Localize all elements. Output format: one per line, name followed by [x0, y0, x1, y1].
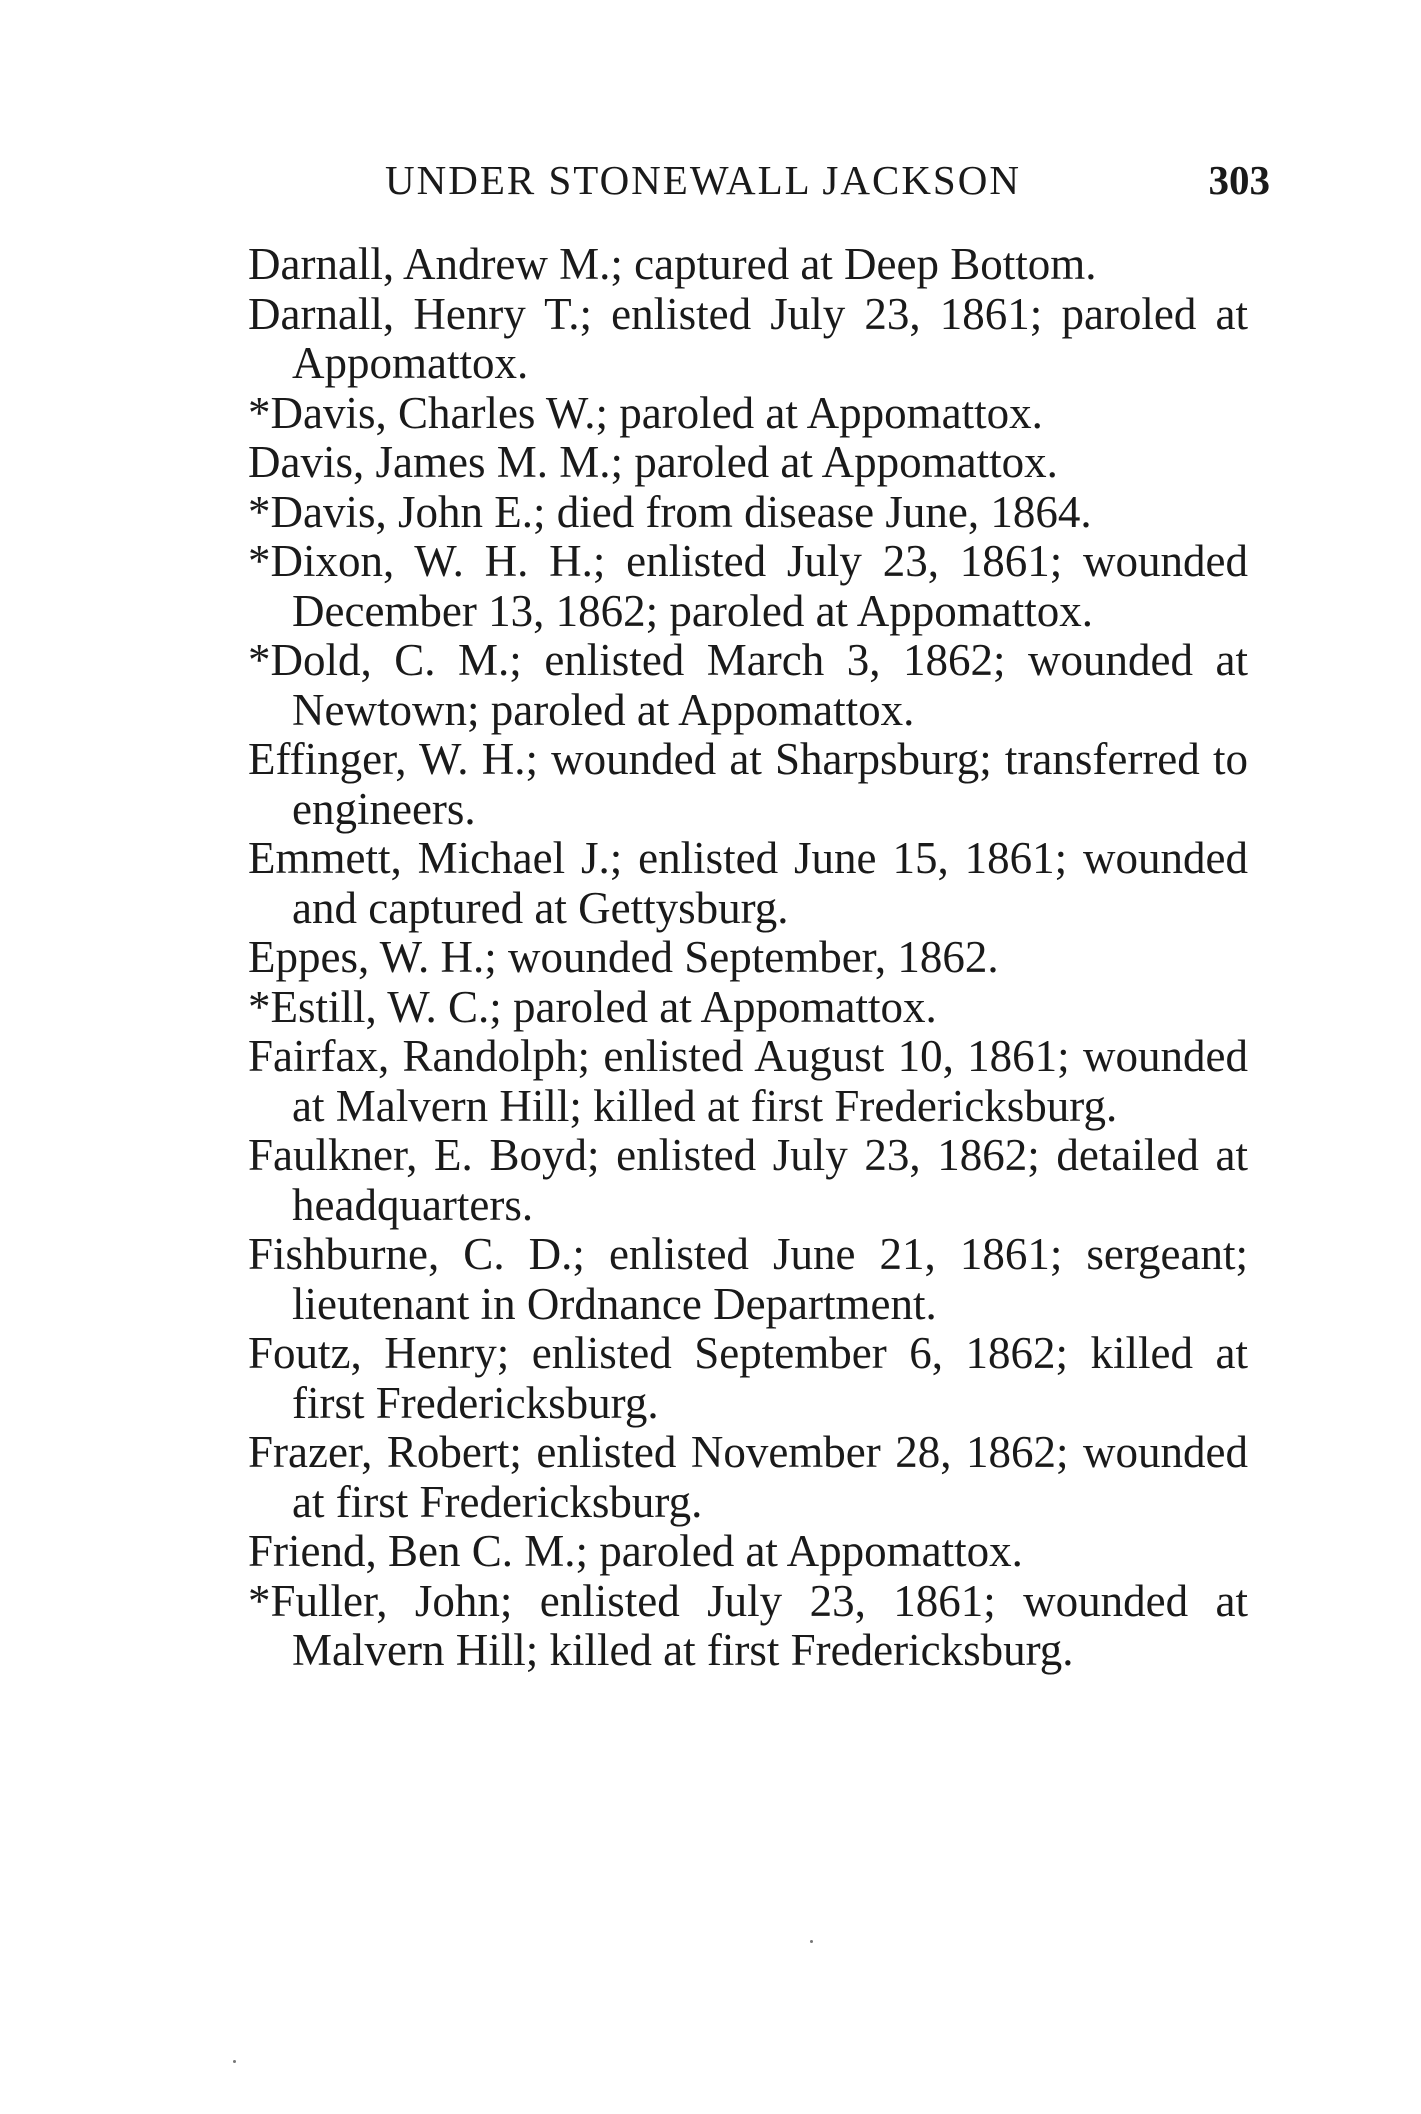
- running-head: [385, 150, 1270, 210]
- running-title: UNDER STONEWALL JACKSON: [385, 157, 1021, 203]
- roster-entry: Effinger, W. H.; wounded at Sharpsburg; transferred to engineers.: [248, 734, 1248, 834]
- roster-entry: Foutz, Henry; enlisted September 6, 1862; killed at first Fredericksburg.: [248, 1328, 1248, 1428]
- roster-entry: Frazer, Robert; enlisted November 28, 1862; wounded at first Fredericksburg.: [248, 1427, 1248, 1527]
- paper-speck: [810, 1940, 813, 1943]
- roster-entry: *Estill, W. C.; paroled at Appomattox.: [248, 981, 937, 1032]
- roster-entry: Fairfax, Randolph; enlisted August 10, 1861; wounded at Malvern Hill; killed at first Fredericksburg.: [248, 1031, 1248, 1131]
- roster-entry: Davis, James M. M.; paroled at Appomattox.: [248, 437, 1058, 487]
- roster-entry: *Dixon, W. H. H.; enlisted July 23, 1861; wounded December 13, 1862; paroled at Appomattox.: [248, 536, 1248, 636]
- roster-entry: *Davis, John E.; died from disease June, 1864.: [248, 486, 1092, 537]
- page-number: 303: [1208, 157, 1270, 203]
- roster-list: [248, 240, 1248, 1676]
- roster-entry: Emmett, Michael J.; enlisted June 15, 1861; wounded and captured at Gettysburg.: [248, 833, 1248, 933]
- roster-entry: *Dold, C. M.; enlisted March 3, 1862; wounded at Newtown; paroled at Appomattox.: [248, 635, 1248, 735]
- roster-entry: Darnall, Henry T.; enlisted July 23, 1861; paroled at Appomattox.: [248, 288, 1248, 388]
- paper-speck: [233, 2060, 236, 2063]
- roster-entry: *Davis, Charles W.; paroled at Appomattox.: [248, 387, 1043, 438]
- roster-entry: Fishburne, C. D.; enlisted June 21, 1861; sergeant; lieutenant in Ordnance Department.: [248, 1229, 1248, 1329]
- roster-entry: Faulkner, E. Boyd; enlisted July 23, 1862; detailed at headquarters.: [248, 1130, 1248, 1230]
- roster-entry: Eppes, W. H.; wounded September, 1862.: [248, 932, 999, 982]
- roster-entry: Friend, Ben C. M.; paroled at Appomattox.: [248, 1526, 1023, 1576]
- roster-entry: *Fuller, John; enlisted July 23, 1861; wounded at Malvern Hill; killed at first Fredericksburg.: [248, 1575, 1248, 1675]
- roster-entry: Darnall, Andrew M.; captured at Deep Bottom.: [248, 239, 1097, 289]
